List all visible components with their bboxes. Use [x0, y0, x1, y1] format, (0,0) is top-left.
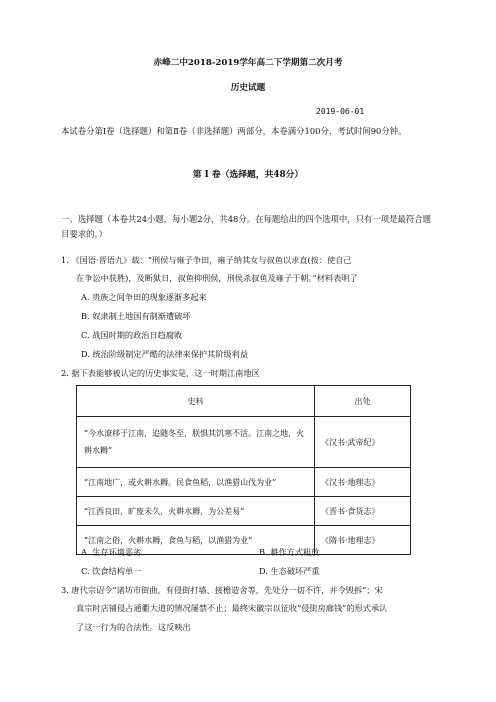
q3-line3: 了这一行为的合法性。这反映出: [76, 622, 191, 632]
table-cell-text: “今水潦移于江南，追随冬至，朕惧其饥寒不活。江南之地，火耕水耨”: [77, 417, 315, 468]
table-row: [77, 468, 411, 497]
q2-option-a: A. 生存环境恶劣: [81, 547, 142, 557]
table-cell-source: 《晋书·食货志》: [315, 497, 411, 526]
table-cell-source: 《隋书·地理志》: [315, 526, 411, 555]
q2-option-d: D. 生态破坏严重: [259, 566, 320, 576]
q3-line1: 3. 唐代宗诏令“诸坊市街曲，有侵街打墙、接檐造舍等，先处分一切不许，并令毁拆”；宋: [61, 585, 383, 595]
q2-option-c: C. 饮食结构单一: [81, 566, 142, 576]
table-cell-text: “江南地广，或火耕水耨。民食鱼稻，以渔猎山伐为业”: [77, 468, 315, 497]
section-heading: 第 Ⅰ 卷（选择题，共48分）: [192, 170, 304, 180]
table-row: [77, 417, 411, 468]
table-row: [77, 497, 411, 526]
table-cell-source: 《汉书·武帝纪》: [315, 417, 411, 468]
q1-option-c: C. 战国时期的政治日趋腐败: [81, 330, 183, 340]
q1-stem-line1: 1. 《国语·晋语九》载：“刑侯与雍子争田，雍子纳其女与叔鱼以求直(按：使自己: [61, 255, 352, 265]
table-header-reference: 出处: [315, 386, 411, 417]
table-cell-text: “江南之俗，火耕水耨，食鱼与稻，以渔猎为业”: [77, 526, 315, 555]
q3-line2: 真宗时店铺侵占通衢大道的情况屡禁不止；最终宋徽宗以征收“侵街房廊钱”的形式承认: [76, 603, 388, 613]
table-header-source: 史料: [77, 386, 315, 417]
table-cell-text: “江西良田，旷废未久，火耕水耨，为公差易”: [77, 497, 315, 526]
table-cell-source: 《汉书·地理志》: [315, 468, 411, 497]
exam-date: 2019-06-01: [316, 107, 365, 116]
q1-option-b: B. 奴隶制土地国有制渐遭破坏: [81, 311, 191, 321]
intro-paragraph: 本试卷分第Ⅰ卷（选择题）和第Ⅱ卷（非选择题）两部分，本卷满分100分，考试时间90分钟。: [61, 126, 407, 136]
q2-stem: 2. 据下表能够被认定的历史事实是，这一时期江南地区: [61, 368, 260, 378]
q2-source-table: [76, 385, 411, 555]
q1-stem-line2: 在争讼中获胜)，及断狱日，叔鱼抑刑侯，刑侯杀叔鱼及雍子于朝。”材料表明了: [76, 273, 358, 283]
section-instruction: 一、选择题（本卷共24小题，每小题2分，共48分。在每题给出的四个选项中，只有一项是最符合题目要求的。）: [61, 214, 432, 239]
q1-option-d: D. 统治阶级制定严酷的法律来保护其阶级利益: [81, 349, 249, 359]
q2-option-b: B. 耕作方式粗放: [259, 547, 320, 557]
exam-title: 赤峰二中2018-2019学年高二下学期第二次月考: [153, 58, 343, 68]
q1-option-a: A. 贵族之间争田的现象逐渐多起来: [81, 292, 207, 302]
exam-subject: 历史试题: [230, 83, 266, 93]
